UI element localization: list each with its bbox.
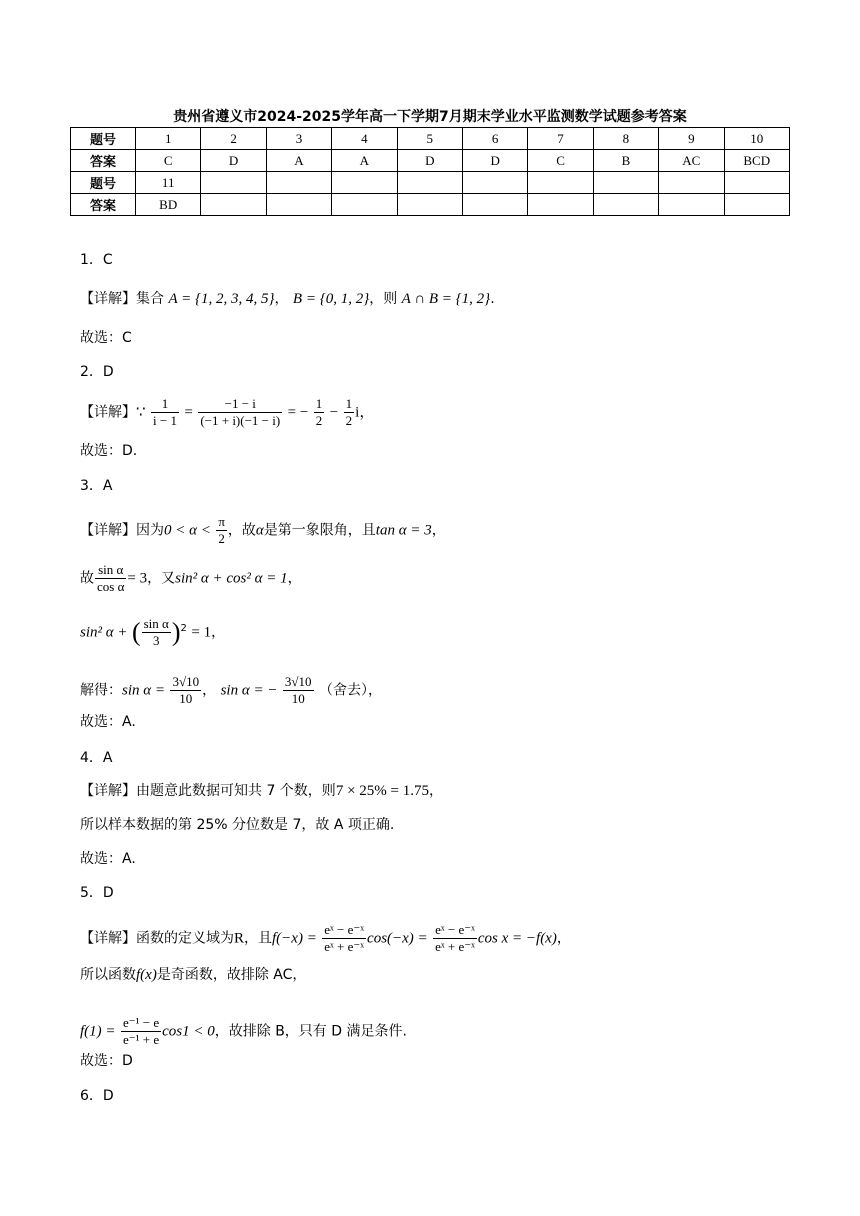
table-cell [659,172,724,194]
table-cell [266,172,331,194]
table-cell [593,194,658,216]
answer-table [70,127,790,216]
table-cell [593,172,658,194]
table-cell [332,172,397,194]
table-cell: 3 [266,128,331,150]
table-cell [397,194,462,216]
q5-conclusion: 故选：D [80,1053,133,1069]
math: cos1 < 0 [162,1023,215,1040]
text: ，故 [227,522,256,539]
math: = 3 [127,570,148,587]
paren: ( [131,617,141,647]
q3-detail-line4 [80,674,382,707]
text: ，故排除 B，只有 D 满足条件. [214,1023,407,1040]
row-label: 答案 [71,150,136,172]
math: sin² α + cos² α = 1 [175,570,288,587]
math: 0 < α < [164,522,211,539]
fraction: $\frac{1}{i - 1}$ [153,396,177,428]
text: ，且 [244,930,273,947]
table-cell: A [332,150,397,172]
q2-conclusion: 故选：D. [80,443,138,459]
text: 是第一象限角，且 [263,522,376,539]
math: sin α = [122,682,166,699]
text: 所以函数 [80,967,136,983]
math: sin² α + [80,624,128,641]
table-row [71,128,790,150]
fraction: $\frac{3√10}{10}$ [172,674,200,706]
fraction: $\frac{\text{sin α}}{\text{cos α}}$ [97,562,125,594]
math: R [234,930,245,947]
table-cell: A [266,150,331,172]
q2-detail [80,396,374,429]
table-cell [201,194,266,216]
table-cell: C [136,150,201,172]
q5-heading: 5．D [80,885,114,901]
q3-heading: 3．A [80,478,113,494]
text: ， [556,930,571,947]
q4-conclusion: 故选：A. [80,851,136,867]
table-cell [462,194,527,216]
math: cos(−x) = [367,930,428,947]
text: ， [274,291,289,307]
text: 集合 [136,291,164,307]
fraction: $\frac{\text{eˣ − e⁻ˣ}}{\text{eˣ + e⁻ˣ}}$ [435,922,475,954]
fraction: $\frac{1}{2}$ [345,396,353,428]
q3-detail-line3 [80,616,225,649]
detail-tag: 【详解】 [80,783,136,799]
text: 由题意此数据可知共 7 个数，则 [136,783,336,799]
text: ， [287,570,302,587]
table-cell: D [462,150,527,172]
q4-heading: 4．A [80,750,113,766]
fraction: $\frac{1}{2}$ [315,396,323,428]
table-cell: 8 [593,128,658,150]
table-cell: 6 [462,128,527,150]
fraction: $\frac{-1 - i}{(-1 + i)(-1 - i)}$ [200,396,281,428]
paren: ) [171,617,181,647]
table-cell: 2 [201,128,266,150]
detail-tag: 【详解】 [80,930,136,947]
text: ， [211,624,226,641]
table-cell [332,194,397,216]
text: 解得： [80,682,122,699]
table-row [71,150,790,172]
table-cell [724,194,789,216]
q6-heading: 6．D [80,1088,114,1104]
detail-tag: 【详解】 [80,522,136,539]
row-label: 题号 [71,172,136,194]
text: 因为 [136,522,164,539]
table-cell: B [593,150,658,172]
text: ，又 [147,570,176,587]
row-label: 答案 [71,194,136,216]
text: ，则 [369,291,398,307]
math: A ∩ B = {1, 2} [401,291,491,307]
q4-detail [80,781,443,801]
math: B = {0, 1, 2} [292,291,370,307]
fraction: $\frac{3√10}{10}$ [284,674,312,706]
q1-detail [80,289,495,309]
table-cell: 10 [724,128,789,150]
q5-detail [80,922,571,955]
q3-detail-line1 [80,514,446,547]
document-title: 贵州省遵义市2024-2025学年高一下学期7月期末学业水平监测数学试题参考答案 [173,109,687,125]
math: α [255,522,264,539]
q2-heading: 2．D [80,364,114,380]
fraction: $\frac{\text{sin α}}{3}$ [143,616,169,648]
text: . [490,291,495,307]
table-cell: 11 [136,172,201,194]
math: f(1) = [80,1023,116,1040]
fraction: $\frac{\pi}{2}$ [218,514,225,546]
q5-detail-line3 [80,1015,407,1048]
math: ∵ [136,404,146,421]
math: − [329,404,339,421]
math: A = {1, 2, 3, 4, 5} [168,291,275,307]
math: f(−x) = [272,930,317,947]
math: tan α = 3 [375,522,432,539]
table-cell: 9 [659,128,724,150]
math: = − [287,404,309,421]
table-cell: C [528,150,593,172]
table-cell [724,172,789,194]
table-cell: 1 [136,128,201,150]
table-cell [266,194,331,216]
math: sin α = − [220,682,278,699]
table-cell [397,172,462,194]
text: 是奇函数，故排除 AC， [156,967,307,983]
table-cell [528,194,593,216]
q3-conclusion: 故选：A. [80,714,136,730]
table-cell: 5 [397,128,462,150]
table-cell: 7 [528,128,593,150]
math: = 1 [191,624,212,641]
fraction: $\frac{\text{eˣ − e⁻ˣ}}{\text{eˣ + e⁻ˣ}}$ [324,922,365,954]
detail-tag: 【详解】 [80,291,136,307]
detail-tag: 【详解】 [80,404,136,421]
math: i， [355,404,375,421]
table-row [71,172,790,194]
table-cell [659,194,724,216]
table-cell: D [397,150,462,172]
table-cell: 4 [332,128,397,150]
exponent: 2 [180,622,187,634]
text: 故 [80,570,94,587]
text: ， [428,783,443,799]
math: f(x) [136,967,157,983]
math: 7 × 25% = 1.75 [335,783,429,799]
math: = [184,404,193,421]
table-cell [462,172,527,194]
table-cell: D [201,150,266,172]
row-label: 题号 [71,128,136,150]
q3-detail-line2 [80,562,302,595]
q5-detail-line2 [80,965,306,985]
q4-detail-line2: 所以样本数据的第 25% 分位数是 7，故 A 项正确. [80,817,395,833]
table-row [71,194,790,216]
table-cell: BD [136,194,201,216]
table-cell: AC [659,150,724,172]
q1-conclusion: 故选：C [80,330,132,346]
table-cell: BCD [724,150,789,172]
text: ， [202,682,217,699]
table-cell [201,172,266,194]
table-cell [528,172,593,194]
q1-heading: 1．C [80,252,113,268]
fraction: $\frac{\text{e⁻¹ − e}}{\text{e⁻¹ + e}}$ [122,1015,160,1047]
text: ， [431,522,446,539]
math: cos x = −f(x) [477,930,557,947]
text: 函数的定义域为 [136,930,234,947]
text: （舍去）， [318,682,382,699]
